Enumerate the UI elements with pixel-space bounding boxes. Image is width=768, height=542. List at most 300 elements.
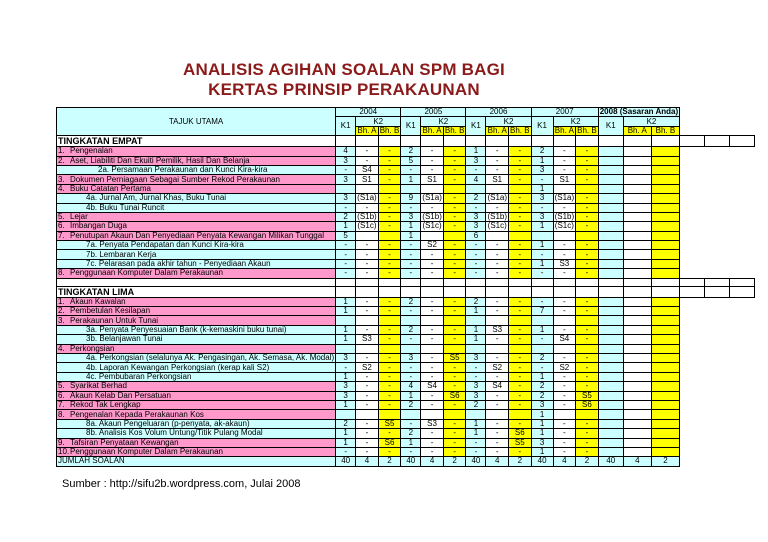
value-cell: - (553, 156, 576, 165)
value-cell: - (336, 250, 356, 259)
value-cell: - (443, 447, 466, 456)
topic-number: 1. (58, 146, 65, 156)
value-cell: - (378, 250, 401, 259)
value-cell (336, 184, 356, 193)
value-cell: - (553, 297, 576, 306)
target-cell (598, 353, 623, 362)
value-cell: - (421, 335, 444, 344)
topic-cell (57, 184, 336, 193)
value-cell: - (576, 165, 599, 174)
value-cell: - (421, 203, 444, 212)
value-cell: (S1c) (554, 221, 574, 231)
target-cell (651, 184, 679, 193)
value-cell (531, 316, 553, 325)
value-cell: - (509, 353, 532, 362)
value-cell: - (378, 147, 401, 156)
target-cell (651, 156, 679, 165)
value-cell: - (486, 259, 509, 268)
value-cell: - (443, 438, 466, 447)
page-title-line2: KERTAS PRINSIP PERAKAUNAN (208, 80, 480, 99)
value-cell (531, 231, 553, 240)
target-cell (598, 410, 623, 419)
value-cell: S6 (509, 429, 532, 438)
value-cell: - (576, 307, 599, 316)
value-cell: - (378, 175, 401, 184)
topic-number: 2. (58, 156, 65, 165)
topic-label: Imbangan Duga (70, 221, 127, 231)
table-row (57, 363, 755, 372)
value-cell: - (356, 391, 379, 400)
value-cell: - (509, 400, 532, 409)
value-cell: - (336, 241, 356, 250)
topic-cell (57, 325, 336, 334)
topic-label: 4c. Pembubaran Perkongsian (86, 372, 192, 381)
value-cell: - (356, 353, 379, 362)
value-cell: S1 (356, 175, 379, 184)
value-cell (509, 184, 532, 193)
value-cell: 1 (531, 184, 553, 193)
value-cell: - (443, 241, 466, 250)
value-cell: (S1c) (487, 221, 507, 231)
value-cell (356, 316, 379, 325)
value-cell (553, 231, 576, 240)
topic-label: Buku Catatan Pertama (70, 184, 151, 193)
total-label: JUMLAH SOALAN (57, 457, 336, 466)
table-row (57, 382, 755, 391)
target-cell (623, 400, 651, 409)
value-cell: 3 (466, 156, 486, 165)
target-cell (623, 391, 651, 400)
topic-label: 7a. Penyata Pendapatan dan Kunci Kira-kira (86, 240, 244, 250)
value-cell: - (486, 156, 509, 165)
value-cell: - (443, 382, 466, 391)
value-cell: 1 (401, 231, 421, 240)
value-cell: - (378, 335, 401, 344)
target-cell (623, 269, 651, 278)
value-cell: - (466, 363, 486, 372)
value-cell (378, 231, 401, 240)
topic-cell (57, 156, 336, 165)
value-cell: - (509, 175, 532, 184)
value-cell: - (378, 447, 401, 456)
section-title: TINGKATAN EMPAT (57, 136, 336, 147)
value-cell: - (486, 297, 509, 306)
value-cell: - (443, 165, 466, 174)
value-cell: - (356, 438, 379, 447)
value-cell: 1 (466, 147, 486, 156)
value-cell: 6 (466, 231, 486, 240)
value-cell: S6 (443, 391, 466, 400)
header-year-2006: 2006 (466, 108, 531, 117)
value-cell: - (553, 353, 576, 362)
table-row (57, 344, 755, 353)
value-cell: - (553, 400, 576, 409)
target-cell (598, 316, 623, 325)
target-cell (623, 447, 651, 456)
value-cell: - (576, 297, 599, 306)
value-cell: (S1b) (357, 212, 377, 222)
value-cell: 3 (336, 382, 356, 391)
value-cell (466, 344, 486, 353)
value-cell: - (509, 372, 532, 381)
value-cell: - (401, 335, 421, 344)
value-cell: 3 (531, 438, 553, 447)
header-k1: K1 (598, 117, 623, 136)
value-cell (443, 410, 466, 419)
target-cell (623, 307, 651, 316)
value-cell: S2 (421, 241, 444, 250)
value-cell: - (509, 382, 532, 391)
value-cell: - (531, 175, 553, 184)
topic-label: 3a. Penyata Penyesuaian Bank (k-kemaskini buku tunai) (86, 325, 287, 334)
value-cell (356, 344, 379, 353)
value-cell: - (336, 259, 356, 268)
table-row (57, 259, 755, 268)
header-row-years (57, 108, 755, 117)
value-cell: - (443, 363, 466, 372)
value-cell: - (509, 419, 532, 428)
target-cell (651, 353, 679, 362)
value-cell: - (486, 353, 509, 362)
total-value-cell: 4 (553, 457, 576, 466)
value-cell: - (336, 203, 356, 212)
topic-cell (57, 259, 336, 268)
value-cell: 1 (531, 429, 553, 438)
value-cell: - (443, 222, 466, 231)
topic-cell (57, 316, 336, 325)
value-cell: 2 (466, 194, 486, 203)
topic-number: 7. (58, 231, 65, 240)
topic-label: Penggunaan Komputer Dalam Perakaunan (70, 447, 223, 457)
value-cell: - (486, 419, 509, 428)
topic-label: Pengenalan Kepada Perakaunan Kos (70, 409, 204, 419)
target-cell (598, 372, 623, 381)
value-cell: 1 (531, 419, 553, 428)
target-cell (598, 269, 623, 278)
value-cell: - (421, 363, 444, 372)
value-cell: - (401, 307, 421, 316)
value-cell: - (421, 269, 444, 278)
value-cell: - (553, 391, 576, 400)
total-value-cell: 4 (421, 457, 444, 466)
target-cell (598, 429, 623, 438)
total-value-cell: 2 (576, 457, 599, 466)
value-cell: 9 (401, 194, 421, 203)
table-row (57, 429, 755, 438)
header-year-2007: 2007 (531, 108, 598, 117)
table-row (57, 307, 755, 316)
value-cell: - (443, 203, 466, 212)
value-cell (421, 344, 444, 353)
header-k2: K2 (356, 117, 401, 126)
topic-cell (57, 203, 336, 212)
table-row (57, 203, 755, 212)
value-cell (401, 410, 421, 419)
header-bhb: Bh. B (379, 126, 400, 135)
topic-cell (57, 438, 336, 447)
topic-cell (57, 391, 336, 400)
value-cell: - (401, 363, 421, 372)
value-cell (553, 410, 576, 419)
value-cell: - (553, 241, 576, 250)
value-cell: (S1c) (357, 221, 377, 231)
topic-label: Penutupan Akaun Dan Penyediaan Penyata Kewangan Milikan Tunggal (70, 231, 324, 240)
value-cell: - (553, 165, 576, 174)
value-cell: - (466, 241, 486, 250)
value-cell (486, 184, 509, 193)
topic-label: 4a. Jurnal Am, Jurnal Khas, Buku Tunai (86, 193, 227, 203)
value-cell: - (509, 269, 532, 278)
topic-label: 2a. Persamaan Perakaunan dan Kunci Kira-kira (98, 165, 268, 175)
topic-number: 7. (58, 400, 65, 410)
value-cell: 3 (336, 156, 356, 165)
value-cell: 1 (336, 297, 356, 306)
value-cell: 2 (466, 297, 486, 306)
topic-number: 4. (58, 184, 65, 193)
value-cell (378, 316, 401, 325)
value-cell (401, 344, 421, 353)
value-cell: 2 (336, 419, 356, 428)
value-cell: - (378, 203, 401, 212)
value-cell: S3 (486, 325, 509, 334)
target-cell (651, 147, 679, 156)
value-cell (509, 410, 532, 419)
value-cell: - (466, 165, 486, 174)
value-cell: - (576, 203, 599, 212)
value-cell: 3 (401, 212, 421, 221)
value-cell: - (486, 391, 509, 400)
topic-cell (57, 307, 336, 316)
target-cell (623, 372, 651, 381)
target-cell (623, 325, 651, 334)
table-row (57, 372, 755, 381)
value-cell: S4 (421, 382, 444, 391)
value-cell: 1 (531, 222, 553, 231)
value-cell: - (553, 203, 576, 212)
value-cell: S2 (486, 363, 509, 372)
value-cell: S3 (421, 419, 444, 428)
value-cell: 1 (531, 447, 553, 456)
topic-label: Akaun Kawalan (70, 297, 126, 306)
value-cell: - (421, 325, 444, 334)
value-cell: 3 (531, 194, 553, 203)
header-k1: K1 (531, 117, 553, 136)
question-distribution-table (56, 107, 755, 467)
topic-label: 7b. Lembaran Kerja (86, 249, 157, 259)
value-cell: 1 (336, 372, 356, 381)
value-cell: S1 (486, 175, 509, 184)
topic-cell (57, 269, 336, 278)
topic-cell (57, 419, 336, 428)
target-cell (598, 344, 623, 353)
target-cell (598, 447, 623, 456)
header-k2: K2 (421, 117, 466, 126)
value-cell: 1 (401, 391, 421, 400)
topic-label: Lejar (70, 212, 88, 222)
value-cell: - (576, 419, 599, 428)
target-cell (598, 231, 623, 240)
value-cell: S2 (356, 363, 379, 372)
value-cell: - (356, 447, 379, 456)
target-cell (651, 429, 679, 438)
topic-cell (57, 410, 336, 419)
total-value-cell: 4 (356, 457, 379, 466)
topic-number: 6. (58, 391, 65, 400)
value-cell (336, 410, 356, 419)
topic-label: 8a. Akaun Pengeluaran (p-penyata, ak-akaun) (86, 419, 250, 428)
value-cell: - (356, 382, 379, 391)
topic-number: 1. (58, 297, 65, 306)
target-cell (623, 316, 651, 325)
value-cell: - (553, 382, 576, 391)
topic-label: 4b. Buku Tunai Runcit (86, 203, 165, 212)
value-cell: (S1a) (357, 193, 377, 203)
value-cell: 1 (531, 259, 553, 268)
target-cell (623, 184, 651, 193)
target-cell (651, 335, 679, 344)
topic-label: 7c. Pelarasan pada akhir tahun - Penyediaan Akaun (86, 259, 271, 269)
value-cell: 1 (531, 156, 553, 165)
value-cell: - (509, 147, 532, 156)
value-cell: - (509, 335, 532, 344)
value-cell (336, 344, 356, 353)
value-cell (421, 184, 444, 193)
value-cell (509, 316, 532, 325)
target-cell (598, 241, 623, 250)
value-cell: - (486, 372, 509, 381)
target-cell (598, 307, 623, 316)
total-value-cell: 2 (651, 457, 679, 466)
target-cell (651, 410, 679, 419)
header-k2: K2 (623, 117, 679, 126)
value-cell: - (443, 250, 466, 259)
value-cell: - (531, 203, 553, 212)
value-cell: - (336, 363, 356, 372)
value-cell: - (576, 429, 599, 438)
value-cell: - (378, 363, 401, 372)
value-cell: - (486, 307, 509, 316)
value-cell (486, 316, 509, 325)
table-row (57, 325, 755, 334)
value-cell: - (421, 447, 444, 456)
value-cell (486, 231, 509, 240)
value-cell: 5 (336, 231, 356, 240)
value-cell: - (356, 307, 379, 316)
topic-cell (57, 382, 336, 391)
value-cell: 5 (401, 156, 421, 165)
value-cell: 3 (336, 175, 356, 184)
topic-label: Rekod Tak Lengkap (70, 400, 141, 410)
value-cell (356, 231, 379, 240)
value-cell: - (486, 429, 509, 438)
value-cell (401, 184, 421, 193)
target-cell (623, 165, 651, 174)
value-cell (421, 231, 444, 240)
value-cell: - (553, 429, 576, 438)
value-cell (443, 184, 466, 193)
value-cell: - (421, 259, 444, 268)
table-row (57, 165, 755, 174)
target-cell (598, 438, 623, 447)
value-cell (553, 184, 576, 193)
target-cell (598, 259, 623, 268)
value-cell: - (466, 203, 486, 212)
target-cell (598, 147, 623, 156)
target-cell (651, 250, 679, 259)
section-header-row (57, 286, 755, 297)
target-cell (598, 156, 623, 165)
value-cell: - (509, 194, 532, 203)
target-cell (651, 203, 679, 212)
value-cell: S4 (486, 382, 509, 391)
target-cell (623, 335, 651, 344)
table-row (57, 250, 755, 259)
value-cell: S5 (378, 419, 401, 428)
total-value-cell: 40 (401, 457, 421, 466)
value-cell: - (356, 241, 379, 250)
value-cell (509, 231, 532, 240)
value-cell: - (401, 447, 421, 456)
value-cell: - (356, 259, 379, 268)
value-cell (356, 410, 379, 419)
value-cell: - (443, 335, 466, 344)
value-cell: - (553, 372, 576, 381)
target-cell (651, 372, 679, 381)
topic-cell (57, 344, 336, 353)
value-cell: - (553, 447, 576, 456)
target-cell (623, 382, 651, 391)
value-cell: - (531, 269, 553, 278)
target-cell (623, 222, 651, 231)
value-cell: (S1b) (487, 212, 507, 222)
target-cell (598, 400, 623, 409)
value-cell: - (486, 147, 509, 156)
value-cell: - (466, 250, 486, 259)
total-value-cell: 4 (623, 457, 651, 466)
target-cell (651, 165, 679, 174)
topic-cell (57, 297, 336, 306)
value-cell (531, 344, 553, 353)
target-cell (598, 382, 623, 391)
value-cell: - (356, 429, 379, 438)
value-cell: S5 (443, 353, 466, 362)
target-cell (623, 438, 651, 447)
header-k2: K2 (486, 117, 531, 126)
value-cell: - (509, 156, 532, 165)
value-cell: S1 (553, 175, 576, 184)
topic-cell (57, 165, 336, 174)
value-cell: - (421, 391, 444, 400)
value-cell: - (336, 447, 356, 456)
header-bha: Bh. A (623, 126, 651, 135)
topic-cell (57, 429, 336, 438)
target-cell (651, 259, 679, 268)
value-cell: - (421, 297, 444, 306)
value-cell: - (509, 250, 532, 259)
value-cell: 1 (466, 307, 486, 316)
value-cell: (S1b) (422, 212, 442, 222)
value-cell: - (486, 203, 509, 212)
value-cell: - (421, 165, 444, 174)
value-cell: - (421, 147, 444, 156)
target-cell (623, 212, 651, 221)
target-cell (651, 400, 679, 409)
target-cell (651, 344, 679, 353)
topic-number: 10. (58, 447, 70, 457)
value-cell: - (466, 269, 486, 278)
value-cell (443, 316, 466, 325)
value-cell: 3 (336, 353, 356, 362)
